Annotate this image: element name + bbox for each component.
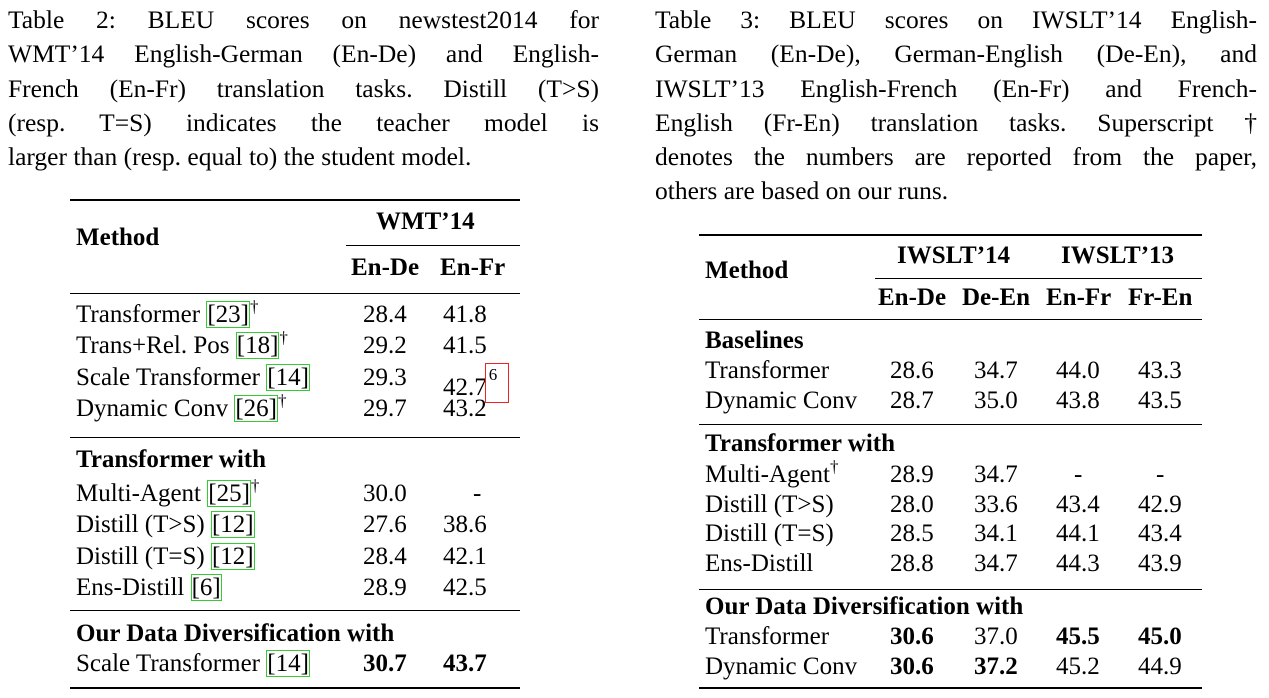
score-en-fr [473, 479, 481, 509]
group-rule [875, 278, 1202, 279]
score-en-de: 27.6 [363, 511, 407, 539]
footnote-number: 6 [488, 364, 498, 384]
dagger-mark: † [249, 297, 259, 316]
section-data-diversification: Our Data Diversification with [705, 593, 1024, 620]
score-cell: 34.7 [974, 549, 1018, 577]
method-name [705, 457, 839, 490]
caption-line: larger than (resp. equal to) the student model. [8, 142, 472, 172]
method-name [705, 386, 857, 416]
citation-link[interactable]: [23] [207, 301, 249, 328]
score-en-fr [443, 394, 487, 424]
score-cell: 42.9 [1138, 490, 1182, 518]
method-text: Transformer [705, 357, 830, 384]
score-en-fr [443, 300, 487, 330]
method-text: Transformer [705, 623, 830, 650]
caption-line: (resp. T=S) indicates the teacher model is [8, 107, 599, 137]
method-name [76, 573, 222, 603]
method-text: Dynamic Conv [705, 652, 858, 680]
method-name [76, 363, 310, 393]
method-name [76, 390, 287, 424]
method-header: Method [705, 257, 789, 284]
method-text: Multi-Agent [705, 461, 830, 488]
wmt14-header: WMT’14 [376, 208, 475, 235]
method-name [705, 549, 813, 579]
score-cell: - [1156, 461, 1165, 488]
method-name [705, 356, 829, 386]
score-en-de: 30.0 [363, 480, 407, 507]
score-en-fr [443, 649, 487, 679]
section-rule [699, 589, 1202, 590]
score-en-de: 28.4 [363, 542, 407, 570]
caption-line: French (En-Fr) translation tasks. Distill (T>S) [8, 73, 599, 103]
top-rule [70, 199, 520, 201]
score-text: 41.8 [443, 301, 487, 328]
bottom-rule [70, 687, 520, 689]
method-name [76, 542, 255, 572]
section-rule [70, 437, 520, 438]
method-header: Method [76, 224, 160, 251]
method-text: Distill (T>S) [76, 511, 211, 539]
citation-link[interactable]: [25] [208, 480, 250, 507]
score-cell: 34.7 [974, 357, 1018, 384]
method-text: Trans+Rel. Pos [76, 332, 236, 360]
col-de-en-header: De-En [962, 284, 1031, 311]
method-name [705, 490, 834, 520]
score-cell: - [1074, 461, 1083, 488]
score-text: 41.5 [443, 332, 487, 360]
score-cell: 28.9 [890, 461, 934, 488]
citation-link[interactable]: [12] [211, 511, 254, 539]
score-text: 43.7 [443, 650, 487, 677]
caption-line: denotes the numbers are reported from the paper, [655, 142, 1257, 172]
caption-line: Table 2: BLEU scores on newstest2014 for [8, 5, 599, 34]
col-en-fr-header: En-Fr [1046, 284, 1112, 311]
score-cell: 37.0 [974, 623, 1018, 650]
score-en-de: 29.2 [363, 332, 407, 360]
group-rule [346, 245, 520, 246]
table2-caption [8, 3, 599, 174]
score-en-fr [443, 510, 487, 540]
top-rule [699, 234, 1202, 236]
score-cell: 28.5 [890, 520, 934, 547]
method-name [76, 476, 260, 509]
score-cell: 30.6 [890, 652, 934, 680]
method-text: Distill (T=S) [705, 520, 834, 547]
score-cell: 33.6 [974, 490, 1018, 518]
dagger-mark: † [250, 476, 260, 495]
score-text: 42.5 [443, 573, 487, 601]
iwslt14-header: IWSLT’14 [897, 242, 1011, 269]
citation-link[interactable]: [12] [211, 542, 254, 570]
citation-link[interactable]: [6] [191, 573, 221, 601]
caption-line: others are based on our runs. [655, 176, 949, 206]
citation-link[interactable]: [26] [235, 394, 277, 422]
method-name [76, 297, 259, 330]
method-text: Dynamic Conv [76, 394, 235, 422]
table3 [699, 234, 1202, 692]
score-cell: 37.2 [974, 652, 1018, 680]
score-text: 38.6 [443, 511, 487, 539]
dagger-mark: † [279, 328, 288, 348]
score-en-de: 28.9 [363, 573, 407, 601]
method-text: Ens-Distill [76, 573, 191, 601]
score-en-fr [443, 331, 487, 361]
score-cell: 34.1 [974, 520, 1018, 547]
citation-link[interactable]: [14] [267, 363, 309, 391]
col-en-de-header: En-De [878, 284, 947, 311]
score-cell: 35.0 [974, 386, 1018, 414]
mid-rule [699, 319, 1202, 320]
caption-line: IWSLT’13 English-French (En-Fr) and French- [655, 73, 1257, 103]
score-cell: 43.3 [1138, 357, 1182, 384]
iwslt13-header: IWSLT’13 [1061, 242, 1175, 269]
method-text: Multi-Agent [76, 480, 208, 507]
caption-line: English (Fr-En) translation tasks. Superscript † [655, 107, 1257, 137]
caption-line: WMT’14 English-German (En-De) and English- [8, 39, 599, 69]
score-cell: 34.7 [974, 461, 1018, 488]
score-en-fr [443, 573, 487, 603]
score-cell: 43.4 [1138, 520, 1182, 547]
score-cell: 28.8 [890, 549, 934, 577]
score-en-de: 29.7 [363, 394, 407, 422]
table2 [70, 199, 520, 691]
score-cell: 44.9 [1138, 652, 1182, 680]
score-cell: 43.9 [1138, 549, 1182, 577]
score-cell: 45.5 [1056, 623, 1100, 650]
method-text: Distill (T=S) [76, 542, 211, 570]
score-cell: 44.1 [1056, 520, 1100, 547]
score-text: 43.2 [443, 394, 487, 422]
section-transformer-with: Transformer with [76, 446, 267, 473]
score-cell: 43.8 [1056, 386, 1100, 414]
col-fr-en-header: Fr-En [1128, 284, 1193, 311]
score-cell: 45.2 [1056, 652, 1100, 680]
footnote-link[interactable] [485, 363, 509, 403]
score-en-fr [443, 542, 487, 572]
caption-line: German (En-De), German-English (De-En), and [655, 39, 1257, 69]
score-cell: 45.0 [1138, 623, 1182, 650]
score-cell: 43.5 [1138, 386, 1182, 414]
section-rule [70, 610, 520, 611]
method-text: Scale Transformer [76, 363, 267, 391]
method-name [705, 622, 829, 652]
score-cell: 44.0 [1056, 357, 1100, 384]
col-en-de-header: En-De [351, 254, 420, 281]
score-cell: 28.7 [890, 386, 934, 414]
score-text: - [473, 480, 482, 507]
dagger-mark: † [830, 457, 839, 476]
method-name [76, 649, 310, 679]
score-cell: 43.4 [1056, 490, 1100, 518]
citation-link[interactable]: [14] [267, 650, 309, 677]
method-text: Dynamic Conv [705, 386, 858, 414]
score-en-de: 28.4 [363, 301, 407, 328]
section-baselines: Baselines [705, 327, 804, 354]
method-name [76, 328, 288, 361]
caption-line: Table 3: BLEU scores on IWSLT’14 English- [655, 5, 1257, 34]
col-en-fr-header: En-Fr [440, 254, 506, 281]
score-text: 42.7 [443, 373, 487, 401]
score-cell: 28.6 [890, 357, 934, 384]
method-text: Scale Transformer [76, 650, 267, 677]
table3-caption [655, 3, 1257, 209]
method-text: Ens-Distill [705, 549, 814, 577]
method-text: Distill (T>S) [705, 490, 834, 518]
bottom-rule [699, 687, 1202, 689]
score-cell: 44.3 [1056, 549, 1100, 577]
section-rule [699, 424, 1202, 425]
dagger-mark: † [277, 390, 287, 410]
score-en-de: 30.7 [363, 650, 407, 677]
citation-link[interactable]: [18] [236, 332, 279, 360]
score-cell: 28.0 [890, 490, 934, 518]
method-name [705, 519, 834, 549]
method-name [76, 510, 255, 540]
section-transformer-with: Transformer with [705, 430, 896, 457]
method-name [705, 652, 857, 682]
score-text: 42.1 [443, 542, 487, 570]
score-en-de: 29.3 [363, 363, 407, 391]
method-text: Transformer [76, 301, 207, 328]
section-data-diversification: Our Data Diversification with [76, 620, 395, 647]
score-cell: 30.6 [890, 623, 934, 650]
mid-rule [70, 293, 520, 294]
